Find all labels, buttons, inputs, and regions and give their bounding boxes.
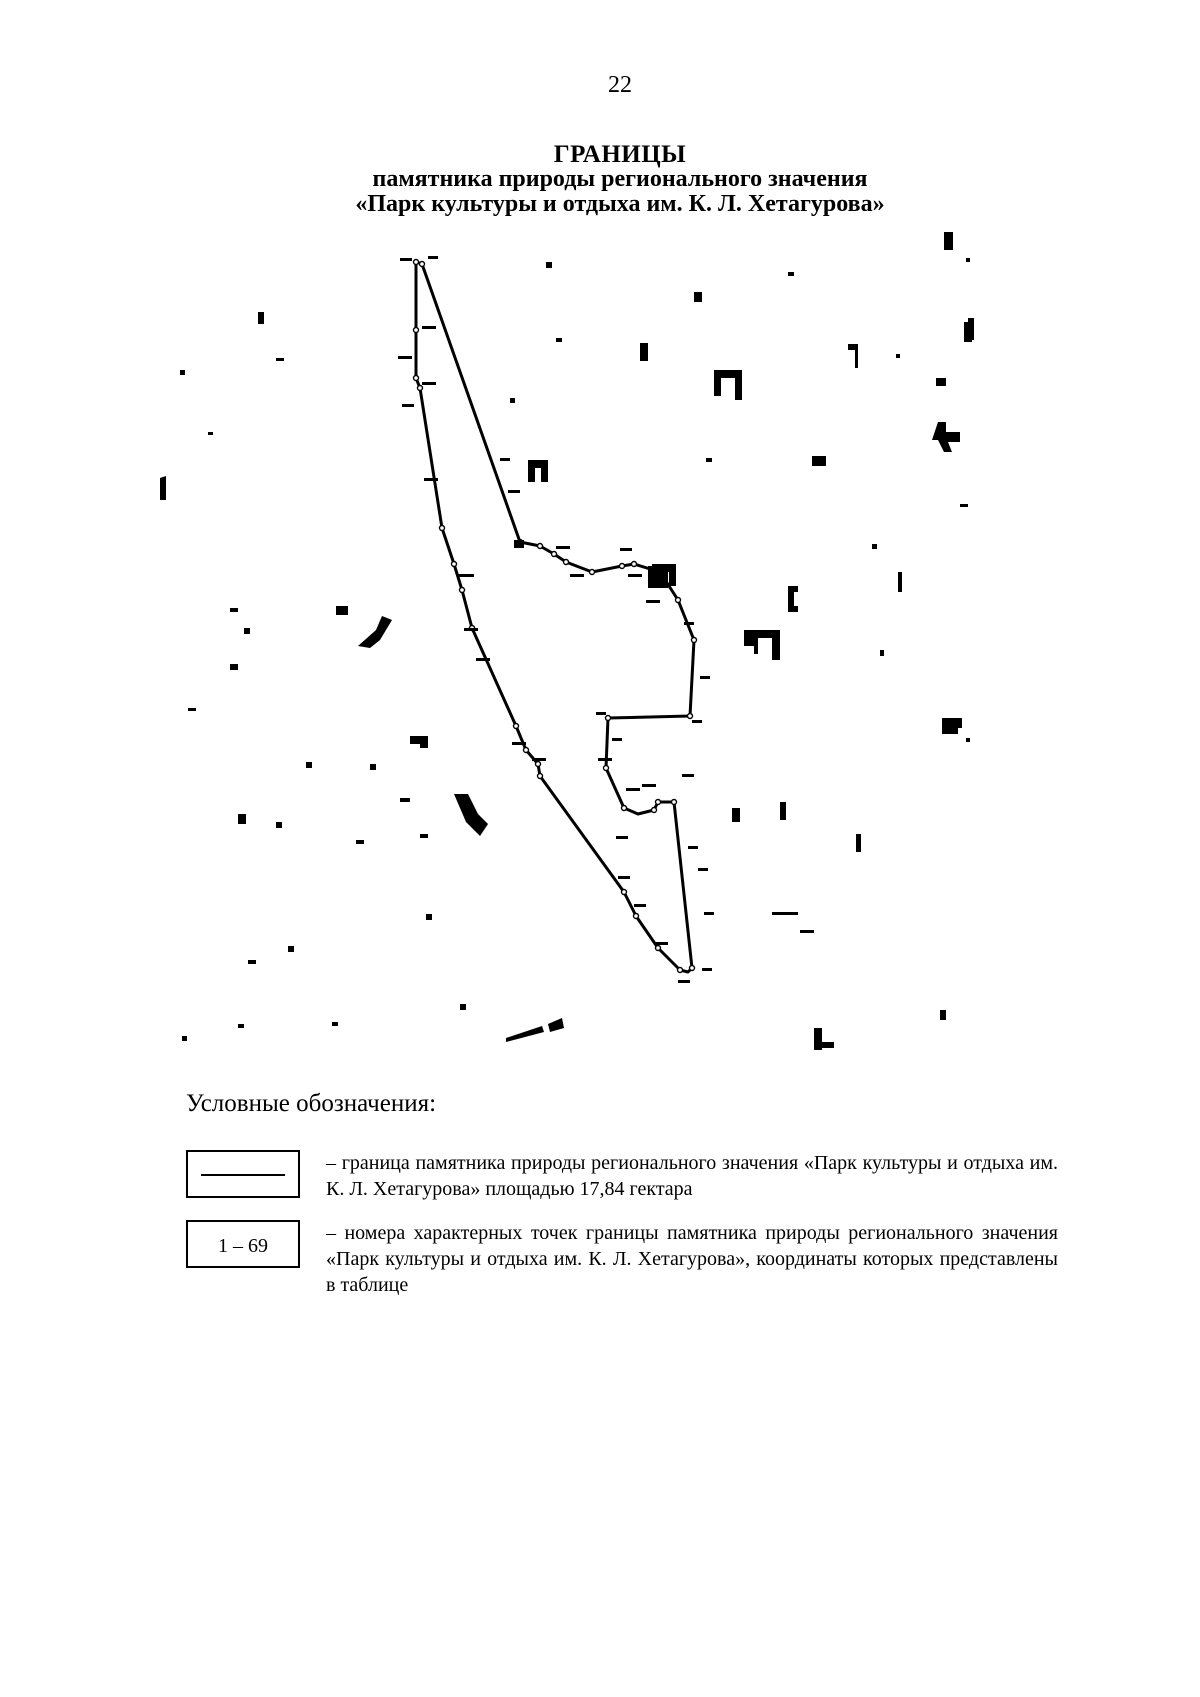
boundary-point (622, 806, 627, 811)
map-mark (940, 1010, 946, 1020)
point-label (532, 758, 546, 761)
building (942, 718, 962, 734)
point-label (464, 628, 478, 631)
title-line-3: «Парк культуры и отдыха им. К. Л. Хетагурова» (355, 191, 885, 217)
building (732, 808, 740, 822)
point-label (628, 574, 642, 577)
boundary-point (672, 800, 677, 805)
building (548, 1018, 564, 1032)
map-mark (706, 458, 712, 462)
point-label (642, 784, 656, 787)
building (506, 1026, 544, 1042)
map-mark (772, 912, 798, 915)
boundary-point (420, 262, 425, 267)
legend-description: – номера характерных точек границы памятника природы регионального значения «Парк культуры и отдыха им. К. Л. Хетагурова», координаты которых представлены в таблице (326, 1222, 1058, 1296)
map-mark (420, 834, 428, 838)
boundary-point (440, 526, 445, 531)
page-number: 22 (608, 72, 632, 98)
title-main: ГРАНИЦЫ (553, 141, 687, 168)
building (454, 794, 488, 836)
boundary-map (160, 228, 990, 1058)
map-mark (208, 432, 213, 435)
building (358, 616, 392, 648)
building (818, 1042, 834, 1048)
boundary-point (452, 562, 457, 567)
building (694, 292, 702, 302)
point-label (570, 574, 584, 577)
point-label (620, 548, 632, 551)
building (812, 456, 826, 466)
boundary-point (678, 968, 683, 973)
map-mark (244, 628, 250, 634)
boundary-point (620, 564, 625, 569)
small-map-marks (180, 258, 970, 1041)
boundary-point (676, 598, 681, 603)
boundary-point (514, 724, 519, 729)
point-label (508, 490, 520, 493)
boundary-point (590, 570, 595, 575)
map-mark (460, 1004, 466, 1010)
point-label (618, 876, 630, 879)
boundary-point (538, 544, 543, 549)
point-label (684, 622, 694, 625)
legend-sample-box (186, 1150, 300, 1198)
map-mark (936, 378, 946, 386)
map-mark (896, 354, 900, 358)
point-label (428, 256, 438, 259)
boundary-point (414, 328, 419, 333)
map-mark (276, 358, 284, 361)
point-label (556, 546, 570, 549)
building (856, 834, 861, 852)
boundary-point (538, 774, 543, 779)
building-footprints (160, 232, 974, 1050)
boundary-point (632, 562, 637, 567)
boundary-point (524, 748, 529, 753)
building (932, 422, 960, 452)
boundary-point (564, 560, 569, 565)
boundary-point-markers (414, 260, 697, 973)
building (780, 802, 786, 820)
boundary-point (460, 588, 465, 593)
point-label (688, 846, 698, 849)
point-label (500, 458, 510, 461)
boundary-point (656, 946, 661, 951)
building (336, 606, 348, 615)
legend-sample-box (186, 1220, 300, 1268)
boundary-point (692, 638, 697, 643)
building (788, 586, 798, 612)
point-label (704, 912, 714, 915)
point-label (678, 980, 690, 983)
point-label (398, 356, 412, 359)
boundary-point (690, 966, 695, 971)
boundary-point (418, 386, 423, 391)
point-label (616, 836, 628, 839)
map-mark (966, 258, 970, 262)
building (640, 343, 648, 361)
map-mark (188, 708, 196, 711)
point-label (422, 326, 436, 329)
map-mark (960, 504, 968, 507)
map-mark (258, 312, 264, 324)
boundary-point (652, 808, 657, 813)
map-mark (880, 650, 884, 656)
point-label (634, 904, 646, 907)
map-mark (276, 822, 282, 828)
map-mark (288, 946, 294, 952)
point-label (422, 382, 436, 385)
building (744, 630, 780, 660)
legend-number-sample: 1 – 69 (218, 1235, 268, 1257)
map-mark (556, 338, 562, 342)
point-label-marks (398, 256, 714, 983)
point-label (646, 600, 660, 603)
map-mark (182, 1036, 187, 1041)
point-label (424, 478, 438, 481)
map-mark (872, 544, 877, 549)
boundary-point (552, 552, 557, 557)
building (944, 232, 953, 250)
map-mark (788, 272, 794, 276)
boundary-point (634, 914, 639, 919)
map-feature (514, 540, 524, 548)
map-mark (332, 1022, 338, 1026)
map-mark (230, 608, 238, 612)
park-boundary-line (416, 262, 694, 972)
point-label (512, 742, 526, 745)
map-mark (966, 738, 970, 742)
point-label (700, 676, 710, 679)
building (968, 318, 974, 340)
legend-line-sample (201, 1174, 285, 1176)
map-mark (370, 764, 376, 770)
boundary-point (606, 716, 611, 721)
boundary-point (414, 376, 419, 381)
building (528, 460, 548, 482)
point-label (702, 968, 712, 971)
building (848, 344, 858, 368)
point-label (458, 574, 474, 577)
boundary-point (536, 762, 541, 767)
building (714, 370, 742, 400)
building (160, 476, 166, 500)
map-mark (546, 262, 552, 268)
point-label (682, 774, 694, 777)
title-block (0, 142, 1200, 217)
map-mark (238, 1024, 244, 1028)
map-mark (426, 914, 432, 920)
point-label (596, 712, 606, 715)
point-label (612, 738, 622, 741)
point-label (598, 758, 612, 761)
boundary-point (414, 260, 419, 265)
map-mark (510, 398, 515, 403)
boundary-point (622, 890, 627, 895)
point-label (626, 788, 640, 791)
map-mark (400, 798, 410, 802)
building (898, 572, 902, 592)
legend-heading: Условные обозначения: (186, 1090, 437, 1117)
title-line-2: памятника природы регионального значения (372, 166, 868, 192)
map-mark (238, 814, 246, 824)
point-label (400, 258, 412, 261)
map-mark (180, 370, 185, 375)
point-label (402, 404, 414, 407)
building (410, 736, 428, 748)
point-label (692, 720, 702, 723)
point-label (656, 942, 668, 945)
map-mark (356, 840, 364, 844)
map-mark (800, 930, 814, 933)
map-mark (306, 762, 312, 768)
boundary-point (604, 766, 609, 771)
boundary-point (688, 714, 693, 719)
map-mark (230, 664, 238, 670)
boundary-point (656, 800, 661, 805)
point-label (698, 868, 708, 871)
legend-description: – граница памятника природы регионального значения «Парк культуры и отдыха им. К. Л. Хетагурова» площадью 17,84 гектара (326, 1152, 1058, 1200)
point-label (476, 658, 490, 661)
boundary-map-svg (160, 228, 990, 1058)
map-feature (648, 566, 668, 588)
map-mark (248, 960, 256, 964)
